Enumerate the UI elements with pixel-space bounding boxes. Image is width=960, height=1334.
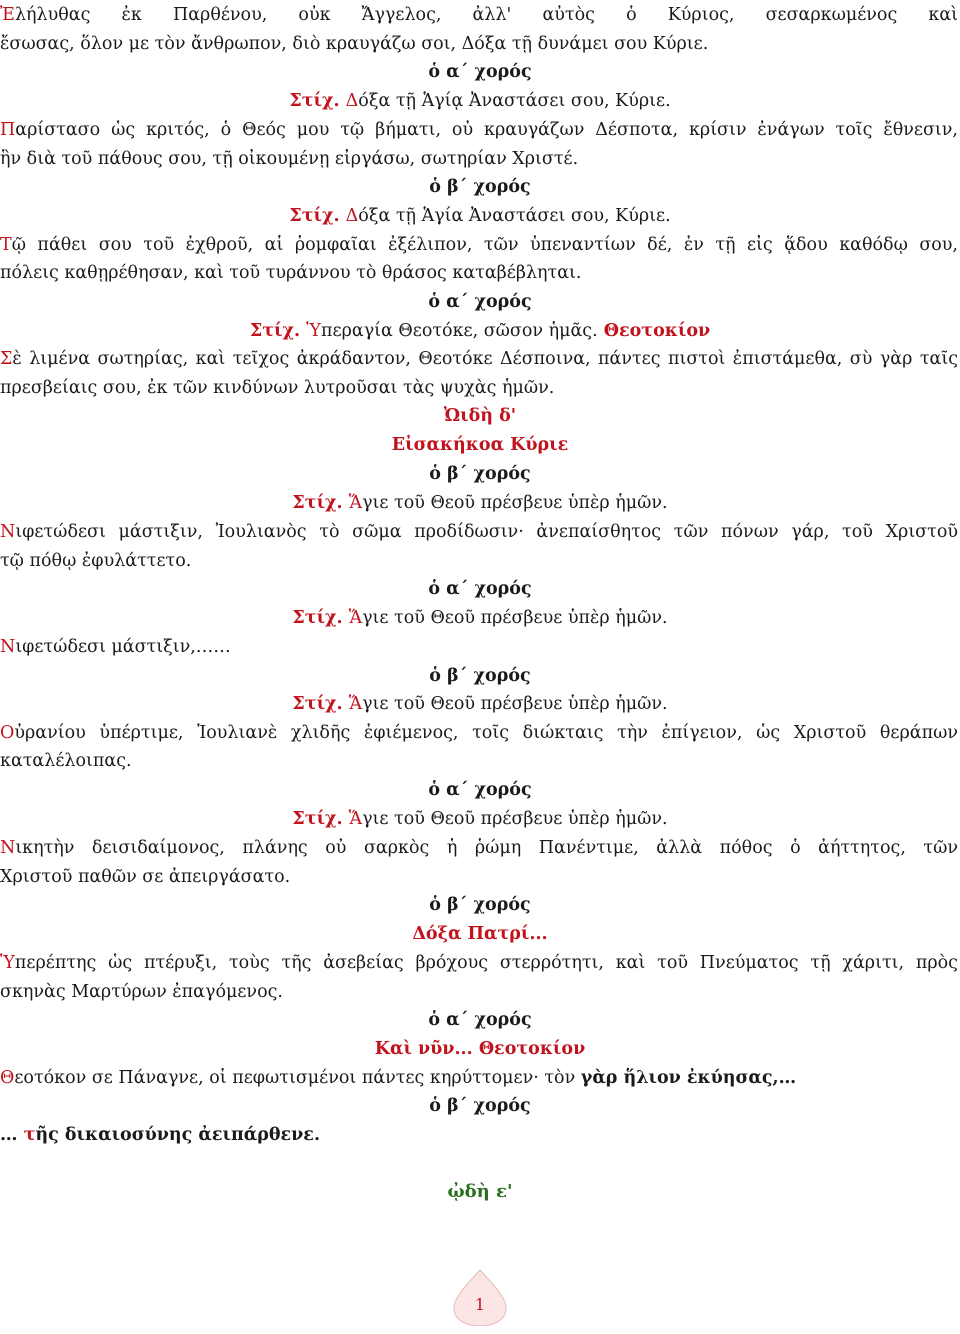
section-heading	[0, 923, 960, 945]
initial-letter: Ἐ	[0, 5, 15, 25]
initial-letter: Ἅ	[348, 694, 363, 714]
choir-label	[0, 894, 960, 916]
ode-heading: ᾠδὴ ε'	[447, 1181, 513, 1202]
initial-letter: Ὑ	[0, 953, 15, 973]
line-text: περέπτης ὡς πτέρυξι, τοὺς τῆς ἀσεβείας βρόχους στερρότητι, καὶ τοῦ Πνεύματος τῇ χάριτι, πρὸς	[14, 953, 958, 973]
stichos-label: Στίχ.	[289, 206, 346, 226]
text-line	[0, 234, 958, 256]
stichos-text: όξα τῇ Ἁγία Ἀναστάσει σου, Κύριε.	[358, 206, 671, 226]
line-text: ὲ λιμένα σωτηρίας, καὶ τεῖχος ἀκράδαντον, Θεοτόκε Δέσποινα, πάντες πιστοὶ ἐπιστάμεθα, σὺ γὰρ ταῖς	[12, 349, 958, 369]
initial-letter: Δ	[345, 91, 359, 111]
initial-letter: τ	[23, 1125, 36, 1145]
choir-label	[0, 665, 960, 687]
initial-letter: Ὑ	[306, 321, 322, 341]
initial-letter: Ο	[0, 723, 15, 743]
choir-text: ὁ α΄ χορός	[428, 579, 532, 599]
initial-letter: Ἅ	[348, 608, 363, 628]
stichos-label: Στίχ.	[249, 321, 307, 341]
stichos-text: περαγία Θεοτόκε, σῶσον ἡμᾶς.	[321, 321, 598, 341]
text-line	[0, 119, 958, 141]
text-line	[0, 1124, 960, 1146]
text-line	[0, 1067, 958, 1089]
choir-label	[0, 1009, 960, 1031]
section-heading	[0, 434, 960, 456]
stichos-line	[0, 492, 960, 514]
choir-label	[0, 1095, 960, 1117]
line-text: εοτόκον σε Πάναγνε, οἱ πεφωτισμένοι πάντες κηρύττομεν· τὸν	[14, 1068, 581, 1088]
text-line	[0, 33, 958, 55]
line-text: πόλεις καθῃρέθησαν, καὶ τοῦ τυράννου τὸ θράσος καταβέβληται.	[0, 263, 582, 283]
page-number-badge	[440, 1268, 520, 1326]
choir-text: ὁ α΄ χορός	[428, 292, 532, 312]
text-line	[0, 262, 958, 284]
line-text: ὐρανίου ὑπέρτιμε, Ἰουλιανὲ χλιδῆς ἐφιέμενος, τοῖς διώκταις τὴν ἐπίγειον, ὡς Χριστοῦ θεράπων	[14, 723, 958, 743]
line-text: ῆς δικαιοσύνης ἀειπάρθενε.	[35, 1125, 321, 1145]
section-heading	[0, 1038, 960, 1060]
bold-phrase: γὰρ ἥλιον ἐκύησας,…	[580, 1068, 797, 1088]
stichos-line	[0, 320, 960, 342]
text-line	[0, 866, 958, 888]
text-line	[0, 4, 958, 26]
line-text: καταλέλοιπας.	[0, 751, 132, 771]
line-text: τῷ πόθῳ ἐφυλάττετο.	[0, 551, 192, 571]
choir-label	[0, 779, 960, 801]
stichos-text: όξα τῇ Ἁγίᾳ Ἀναστάσει σου, Κύριε.	[358, 91, 671, 111]
choir-text: ὁ β΄ χορός	[429, 1096, 531, 1116]
stichos-label: Στίχ.	[292, 608, 349, 628]
heading-text: Εἰσακήκοα Κύριε	[391, 435, 569, 455]
page-number: 1	[474, 1295, 486, 1314]
stichos-line	[0, 607, 960, 629]
choir-text: ὁ α΄ χορός	[428, 1010, 532, 1030]
stichos-text: γιε τοῦ Θεοῦ πρέσβευε ὑπὲρ ἡμῶν.	[362, 608, 668, 628]
line-text: ικητὴν δεισιδαίμονος, πλάνης οὐ σαρκὸς ἡ ῥώμη Πανέντιμε, ἀλλὰ πόθος ὁ ἀήττητος, τῶν	[15, 838, 958, 858]
stichos-text: γιε τοῦ Θεοῦ πρέσβευε ὑπὲρ ἡμῶν.	[362, 809, 668, 829]
section-heading	[0, 405, 960, 427]
initial-letter: Τ	[0, 235, 12, 255]
line-text: σκηνὰς Μαρτύρων ἐπαγόμενος.	[0, 982, 283, 1002]
text-line	[0, 377, 958, 399]
initial-letter: Ν	[0, 637, 16, 657]
line-text: ἔσωσας, ὅλον με τὸν ἄνθρωπον, διὸ κραυγάζω σοι, Δόξα τῇ δυνάμει σου Κύριε.	[0, 34, 709, 54]
line-text: Χριστοῦ παθῶν σε ἀπειργάσατο.	[0, 867, 291, 887]
text-line	[0, 348, 958, 370]
text-line	[0, 148, 958, 170]
stichos-line	[0, 90, 960, 112]
text-line	[0, 521, 958, 543]
choir-label	[0, 291, 960, 313]
stichos-text: γιε τοῦ Θεοῦ πρέσβευε ὑπὲρ ἡμῶν.	[362, 694, 668, 714]
initial-letter: Π	[0, 120, 16, 140]
stichos-label: Στίχ.	[292, 694, 349, 714]
line-text: αρίστασο ὡς κριτός, ὁ Θεός μου τῷ βήματι, οὐ κραυγάζων Δέσποτα, κρίσιν ἐνάγων τοῖς ἔθνεσιν,	[15, 120, 958, 140]
initial-letter: Δ	[345, 206, 359, 226]
choir-text: ὁ α΄ χορός	[428, 62, 532, 82]
stichos-line	[0, 808, 960, 830]
choir-text: ὁ α΄ χορός	[428, 780, 532, 800]
theotokion-label: Θεοτοκίον	[597, 321, 711, 341]
choir-text: ὁ β΄ χορός	[429, 666, 531, 686]
stichos-line	[0, 205, 960, 227]
text-line	[0, 837, 958, 859]
initial-letter: Σ	[0, 349, 13, 369]
line-text: πρεσβείαις σου, ἐκ τῶν κινδύνων λυτροῦσαι τὰς ψυχὰς ἡμῶν.	[0, 378, 555, 398]
initial-letter: Ν	[0, 838, 16, 858]
initial-letter: Ν	[0, 522, 16, 542]
text-line	[0, 636, 958, 658]
choir-label	[0, 463, 960, 485]
heading-text: Δόξα Πατρί...	[412, 924, 548, 944]
text-line	[0, 550, 958, 572]
choir-text: ὁ β΄ χορός	[429, 177, 531, 197]
heading-text: Καὶ νῦν... Θεοτοκίον	[374, 1039, 586, 1059]
initial-letter: Θ	[0, 1068, 15, 1088]
initial-letter: Ἅ	[348, 493, 363, 513]
text-line	[0, 722, 958, 744]
text-line	[0, 981, 958, 1003]
text-line	[0, 952, 958, 974]
ellipsis: …	[0, 1125, 24, 1145]
initial-letter: Ἅ	[348, 809, 363, 829]
stichos-line	[0, 693, 960, 715]
line-text: ιφετώδεσι μάστιξιν, Ἰουλιανὸς τὸ σῶμα προδίδωσιν· ἀνεπαίσθητος τῶν πόνων γάρ, τοῦ Χριστοῦ	[15, 522, 958, 542]
choir-text: ὁ β΄ χορός	[429, 895, 531, 915]
choir-label	[0, 176, 960, 198]
stichos-label: Στίχ.	[289, 91, 346, 111]
stichos-label: Στίχ.	[292, 493, 349, 513]
choir-label	[0, 61, 960, 83]
stichos-text: γιε τοῦ Θεοῦ πρέσβευε ὑπὲρ ἡμῶν.	[362, 493, 668, 513]
text-line	[0, 750, 958, 772]
line-text: ἣν διὰ τοῦ πάθους σου, τῇ οἰκουμένῃ εἰργάσω, σωτηρίαν Χριστέ.	[0, 149, 579, 169]
line-text: λήλυθας ἐκ Παρθένου, οὐκ Ἄγγελος, ἀλλ' αὐτὸς ὁ Κύριος, σεσαρκωμένος καὶ	[14, 5, 958, 25]
heading-text: Ὠιδὴ δ'	[443, 406, 517, 426]
line-text: ιφετώδεσι μάστιξιν,……	[15, 637, 231, 657]
choir-label	[0, 578, 960, 600]
choir-text: ὁ β΄ χορός	[429, 464, 531, 484]
line-text: ῷ πάθει σου τοῦ ἐχθροῦ, αἱ ῥομφαῖαι ἐξέλιπον, τῶν ὑπεναντίων δέ, ἐν τῇ εἰς ᾅδου καθόδῳ σου,	[11, 235, 958, 255]
stichos-label: Στίχ.	[292, 809, 349, 829]
